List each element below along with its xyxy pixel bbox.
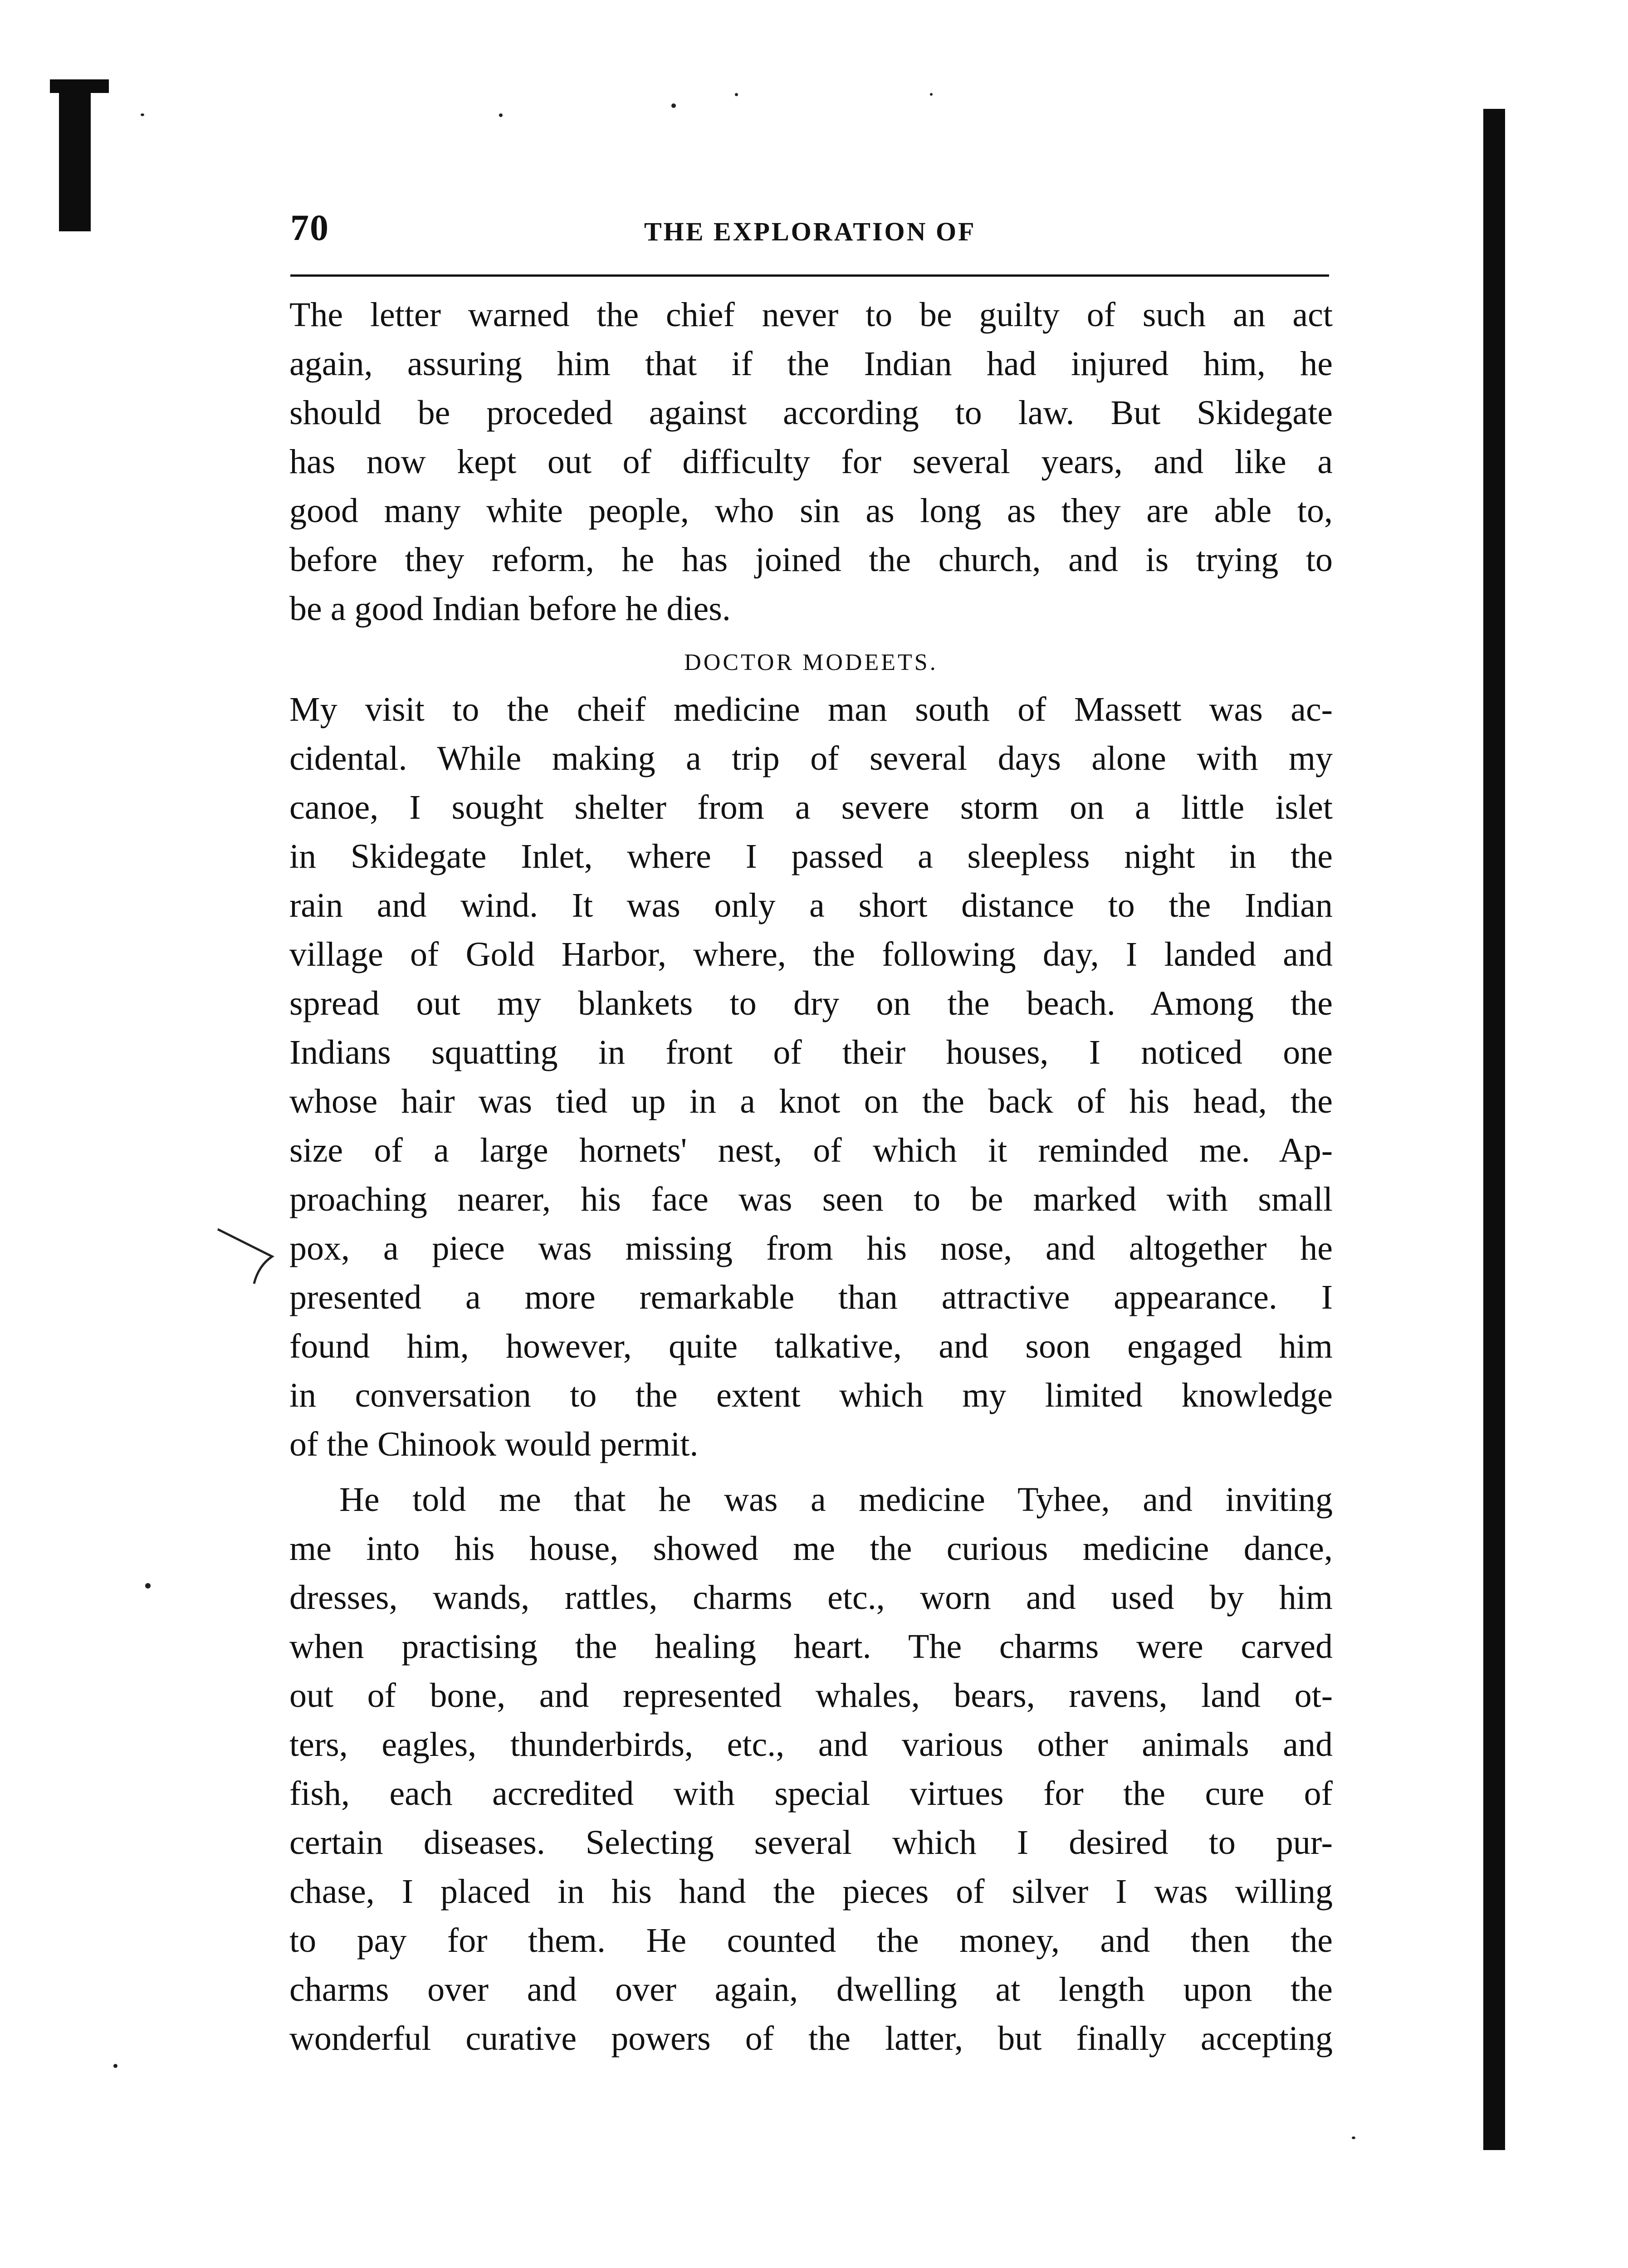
text-line: wonderful curative powers of the latter, but finally accepting [289,2019,1333,2058]
scan-speck [671,103,676,108]
scan-speck [141,113,144,116]
paragraph [289,1475,1333,2063]
text-line: The letter warned the chief never to be guilty of such an act [289,296,1333,334]
text-line: certain diseases. Selecting several which I desired to pur- [289,1823,1333,1862]
section-heading: DOCTOR MODEETS. [684,650,938,675]
text-line: in conversation to the extent which my limited knowledge [289,1376,1333,1414]
text-line: charms over and over again, dwelling at length upon the [289,1970,1333,2009]
text-line: ters, eagles, thunderbirds, etc., and various other animals and [289,1725,1333,1764]
text-line: Indians squatting in front of their houses, I noticed one [289,1033,1333,1071]
text-line: again, assuring him that if the Indian had injured him, he [289,345,1333,383]
paragraph [289,290,1333,633]
text-line: fish, each accredited with special virtues for the cure of [289,1774,1333,1813]
text-line: village of Gold Harbor, where, the following day, I landed and [289,935,1333,973]
text-line: of the Chinook would permit. [289,1425,699,1463]
text-line: before they reform, he has joined the church, and is trying to [289,541,1333,579]
text-line: in Skidegate Inlet, where I passed a sleepless night in the [289,837,1333,875]
scan-edge-artifact [1483,109,1505,2150]
paragraph-gap [289,1469,1333,1475]
scan-speck [735,93,738,96]
text-line: me into his house, showed me the curious medicine dance, [289,1530,1333,1568]
paragraph [289,685,1333,1469]
text-line: out of bone, and represented whales, bears, ravens, land ot- [289,1677,1333,1715]
header-rule [290,274,1329,277]
page-header [290,206,1334,261]
text-line: spread out my blankets to dry on the beach. Among the [289,984,1333,1022]
text-line: dresses, wands, rattles, charms etc., worn and used by him [289,1579,1333,1617]
text-line: whose hair was tied up in a knot on the back of his head, the [289,1082,1333,1120]
running-head: THE EXPLORATION OF [644,217,976,246]
text-line: He told me that he was a medicine Tyhee, and inviting [339,1481,1333,1519]
text-line: be a good Indian before he dies. [289,590,731,628]
text-line: presented a more remarkable than attractive appearance. I [289,1278,1333,1316]
text-line: chase, I placed in his hand the pieces of silver I was willing [289,1872,1333,1911]
body-text [289,290,1333,2063]
scan-speck [930,93,933,96]
text-line: found him, however, quite talkative, and soon engaged him [289,1327,1333,1365]
text-line: pox, a piece was missing from his nose, and altogether he [289,1229,1333,1267]
text-line: cidental. While making a trip of several days alone with my [289,739,1333,777]
text-line: rain and wind. It was only a short distance to the Indian [289,886,1333,924]
text-line: My visit to the cheif medicine man south of Massett was ac- [289,690,1333,728]
scan-speck [145,1583,151,1589]
scan-speck [113,2064,117,2068]
scan-speck [1352,2136,1355,2139]
text-line: proaching nearer, his face was seen to be marked with small [289,1180,1333,1218]
text-line: has now kept out of difficulty for several years, and like a [289,443,1333,481]
text-line: size of a large hornets' nest, of which it reminded me. Ap- [289,1131,1333,1169]
scan-speck [499,113,503,117]
text-line: should be proceded against according to law. But Skidegate [289,394,1333,432]
text-line: good many white people, who sin as long as they are able to, [289,492,1333,530]
page-number: 70 [290,207,329,248]
text-line: canoe, I sought shelter from a severe storm on a little islet [289,788,1333,826]
text-line: to pay for them. He counted the money, and then the [289,1921,1333,1960]
scan-edge-artifact [59,82,91,231]
text-line: when practising the healing heart. The charms were carved [289,1628,1333,1666]
